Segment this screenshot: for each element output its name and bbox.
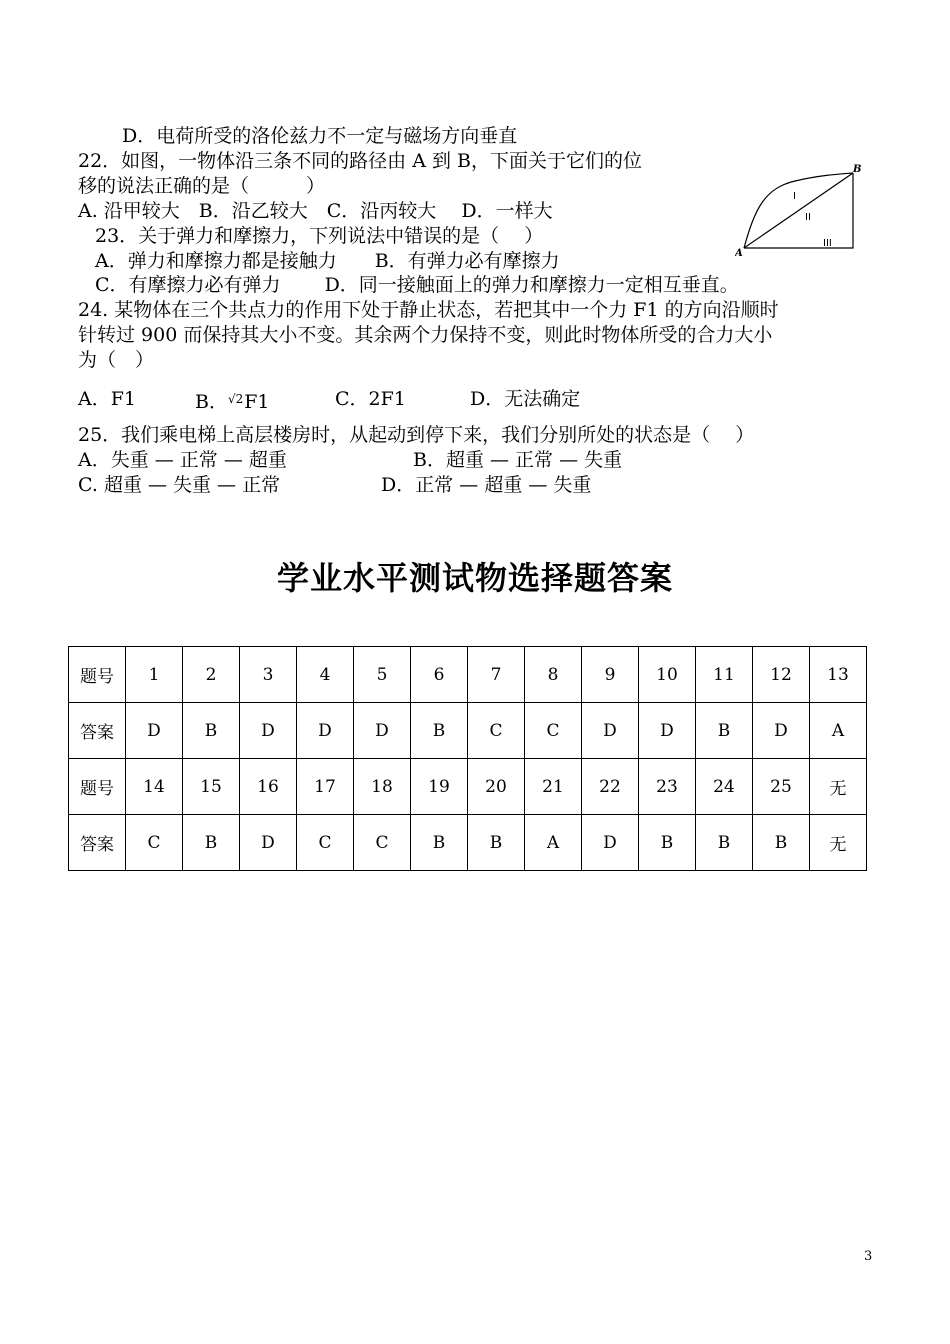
table-row xyxy=(69,759,867,815)
path-diagram xyxy=(735,163,870,258)
table-cell: 9 xyxy=(582,647,639,703)
row-header-cell: 答案 xyxy=(69,815,126,871)
table-cell: 17 xyxy=(297,759,354,815)
q24-stem-line3: 为（ ） xyxy=(78,349,155,371)
table-cell: D xyxy=(354,703,411,759)
table-cell: 2 xyxy=(183,647,240,703)
q22-stem-line2: 移的说法正确的是（ ） xyxy=(78,175,326,197)
table-cell: 4 xyxy=(297,647,354,703)
table-cell: A xyxy=(525,815,582,871)
table-cell: C xyxy=(468,703,525,759)
table-cell: 10 xyxy=(639,647,696,703)
q23-options-cd: C．有摩擦力必有弹力 D．同一接触面上的弹力和摩擦力一定相互垂直。 xyxy=(95,274,739,296)
q24-option-b xyxy=(195,387,270,415)
table-cell: D xyxy=(639,703,696,759)
table-cell: 13 xyxy=(810,647,867,703)
q24-option-c: C．2F1 xyxy=(335,388,406,410)
sqrt-symbol: √2 xyxy=(227,392,244,406)
point-a-label: A xyxy=(735,248,743,258)
table-cell: 1 xyxy=(126,647,183,703)
q24-stem-line2: 针转过 900 而保持其大小不变。其余两个力保持不变，则此时物体所受的合力大小 xyxy=(78,324,773,346)
q25-stem: 25．我们乘电梯上高层楼房时，从起动到停下来，我们分别所处的状态是（ ） xyxy=(78,424,755,446)
table-cell: B xyxy=(411,703,468,759)
answer-table-body xyxy=(69,647,867,871)
table-cell: B xyxy=(696,815,753,871)
table-cell: 14 xyxy=(126,759,183,815)
table-cell: C xyxy=(354,815,411,871)
q24-option-b-prefix: B． xyxy=(195,391,228,413)
path-ii-line xyxy=(744,173,853,248)
table-cell: 3 xyxy=(240,647,297,703)
table-cell: B xyxy=(183,815,240,871)
q23-options-ab: A．弹力和摩擦力都是接触力 B．有弹力必有摩擦力 xyxy=(95,250,560,272)
table-cell: 无 xyxy=(810,759,867,815)
q24-option-d: D．无法确定 xyxy=(470,388,581,410)
table-cell: B xyxy=(411,815,468,871)
table-cell: D xyxy=(753,703,810,759)
point-b-label: B xyxy=(853,164,862,175)
table-cell: 25 xyxy=(753,759,810,815)
table-cell: 24 xyxy=(696,759,753,815)
table-row xyxy=(69,815,867,871)
table-cell: 8 xyxy=(525,647,582,703)
table-cell: B xyxy=(183,703,240,759)
row-header-cell: 题号 xyxy=(69,647,126,703)
table-cell: D xyxy=(240,815,297,871)
table-cell: D xyxy=(126,703,183,759)
q22-options: A. 沿甲较大 B．沿乙较大 C．沿丙较大 D．一样大 xyxy=(78,200,553,222)
table-cell: D xyxy=(582,815,639,871)
table-cell: 19 xyxy=(411,759,468,815)
table-cell: B xyxy=(639,815,696,871)
answer-title: 学业水平测试物选择题答案 xyxy=(276,559,673,597)
q25-option-c: C. 超重 — 失重 — 正常 xyxy=(78,474,281,496)
q24-stem-line1: 24. 某物体在三个共点力的作用下处于静止状态，若把其中一个力 F1 的方向沿顺时 xyxy=(78,299,779,321)
row-header-cell: 题号 xyxy=(69,759,126,815)
q23-stem: 23．关于弹力和摩擦力，下列说法中错误的是（ ） xyxy=(95,225,544,247)
table-cell: D xyxy=(297,703,354,759)
table-cell: 16 xyxy=(240,759,297,815)
table-cell: 7 xyxy=(468,647,525,703)
q24-option-b-suffix: F1 xyxy=(244,391,270,413)
q22-stem-line1: 22．如图，一物体沿三条不同的路径由 A 到 B，下面关于它们的位 xyxy=(78,150,642,172)
table-cell: 12 xyxy=(753,647,810,703)
table-cell: 21 xyxy=(525,759,582,815)
path-i-label: I xyxy=(793,191,796,202)
table-row xyxy=(69,703,867,759)
table-cell: 22 xyxy=(582,759,639,815)
q24-option-a: A．F1 xyxy=(78,388,136,410)
table-cell: A xyxy=(810,703,867,759)
table-cell: 15 xyxy=(183,759,240,815)
page-number: 3 xyxy=(864,1249,873,1264)
q25-option-a: A．失重 — 正常 — 超重 xyxy=(78,449,287,471)
table-cell: 18 xyxy=(354,759,411,815)
table-cell: 11 xyxy=(696,647,753,703)
table-cell: 5 xyxy=(354,647,411,703)
table-cell: C xyxy=(297,815,354,871)
table-cell: 无 xyxy=(810,815,867,871)
path-iii-label: III xyxy=(823,238,832,249)
table-cell: D xyxy=(582,703,639,759)
table-cell: C xyxy=(126,815,183,871)
table-cell: B xyxy=(696,703,753,759)
table-cell: 23 xyxy=(639,759,696,815)
table-row xyxy=(69,647,867,703)
table-cell: 20 xyxy=(468,759,525,815)
path-ii-label: II xyxy=(805,212,811,223)
table-cell: 6 xyxy=(411,647,468,703)
q21-option-d: D．电荷所受的洛伦兹力不一定与磁场方向垂直 xyxy=(122,125,518,147)
answer-table xyxy=(68,646,867,871)
row-header-cell: 答案 xyxy=(69,703,126,759)
q25-option-b: B．超重 — 正常 — 失重 xyxy=(413,449,623,471)
table-cell: B xyxy=(753,815,810,871)
table-cell: D xyxy=(240,703,297,759)
q25-option-d: D．正常 — 超重 — 失重 xyxy=(381,474,592,496)
table-cell: C xyxy=(525,703,582,759)
table-cell: B xyxy=(468,815,525,871)
